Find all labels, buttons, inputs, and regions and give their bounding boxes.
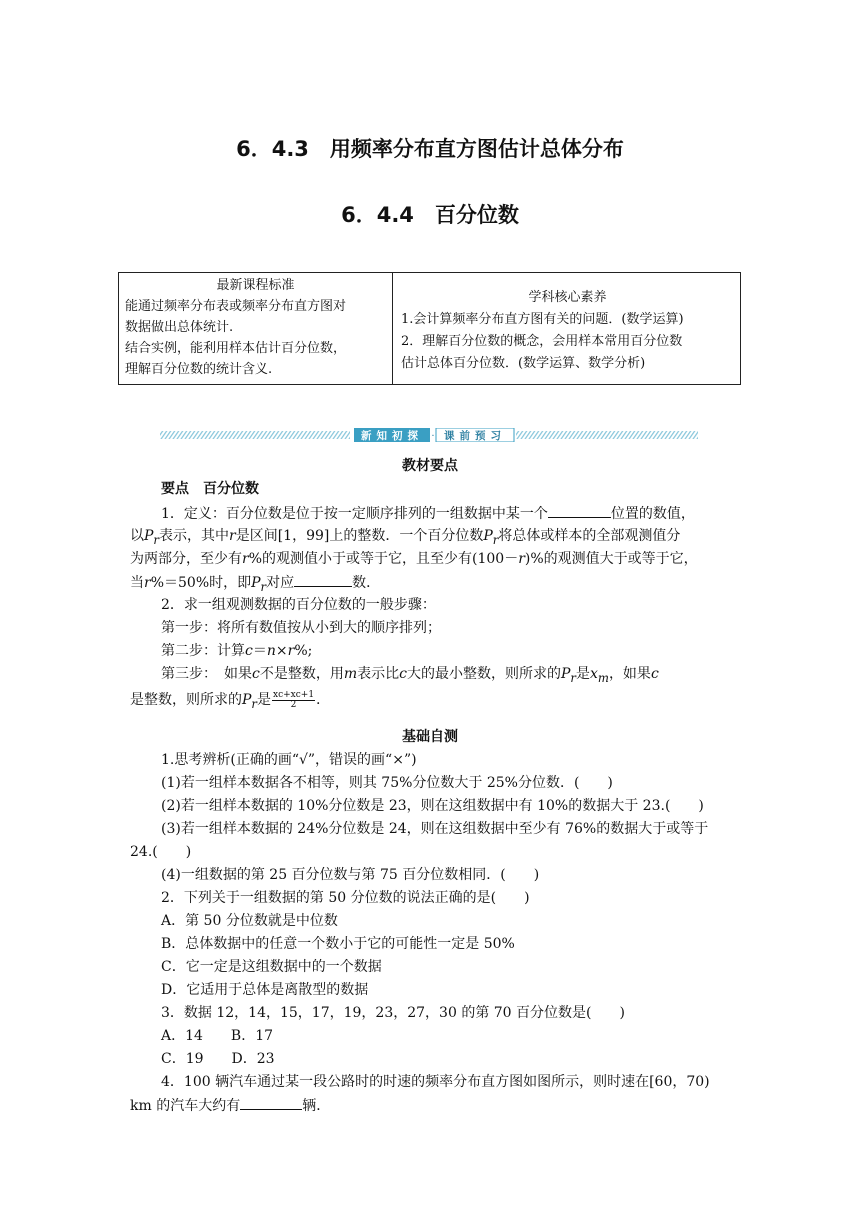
definition-line-1 — [161, 502, 695, 525]
text: %的观测值小于或等于它，且至少有(100－ — [248, 551, 519, 567]
standards-left-line: 结合实例，能利用样本估计百分位数， — [125, 341, 347, 356]
text: . — [316, 692, 321, 708]
text: 是 — [575, 666, 590, 682]
text: 当 — [130, 575, 144, 591]
question-3: 3．数据 12，14，15，17，19，23，27，30 的第 70 百分位数是( ) — [161, 1005, 625, 1021]
banner-stripes — [160, 428, 698, 442]
text: 不是整数，用 — [259, 666, 344, 682]
var: x — [589, 666, 598, 682]
text: 1．定义：百分位数是位于按一定顺序排列的一组数据中某一个 — [161, 506, 548, 522]
var: r — [251, 696, 257, 711]
question-1-item: (1)若一组样本数据各不相等，则其 75%分位数大于 25%分位数．( ) — [161, 775, 613, 791]
question-2: 2．下列关于一组数据的第 50 分位数的说法正确的是( ) — [161, 890, 530, 906]
var: r — [144, 575, 151, 591]
text: 将总体或样本的全部观测值分 — [498, 528, 681, 544]
banner-right-text: 课前预习 — [444, 430, 506, 442]
var: r — [492, 532, 499, 547]
banner-left-text: 新知初探 — [361, 430, 423, 442]
text: 表示，其中 — [159, 528, 229, 544]
question-1-item: (3)若一组样本数据的 24%分位数是 24，则在这组数据中至少有 76%的数据大于或等于 — [161, 821, 709, 837]
var: r — [242, 551, 249, 567]
standards-left-cell — [119, 273, 393, 384]
steps-title: 2．求一组观测数据的百分位数的一般步骤： — [161, 597, 436, 613]
var: c — [245, 643, 253, 659]
step-3 — [161, 663, 659, 689]
text: %＝50%时，即 — [150, 575, 252, 591]
text: 对应 — [266, 575, 295, 591]
text: 大的最小整数，则所求的 — [406, 666, 561, 682]
var: P — [144, 528, 154, 544]
standards-left-heading: 最新课程标准 — [216, 278, 295, 293]
text: 是区间[1，99]上的整数．一个百分位数 — [235, 528, 484, 544]
standards-table — [118, 272, 741, 385]
text: ＝ — [252, 643, 267, 659]
text: %; — [294, 643, 313, 659]
step-2 — [161, 640, 312, 662]
option: B．总体数据中的任意一个数小于它的可能性一定是 50% — [161, 936, 515, 952]
point-label: 要点 百分位数 — [161, 481, 259, 497]
var: P — [251, 575, 261, 591]
standards-right-line: 估计总体百分位数．(数学运算、数学分析) — [401, 356, 646, 371]
text: ，如果 — [608, 666, 651, 682]
standards-right-line: 1.会计算频率分布直方图有关的问题．(数学运算) — [401, 312, 684, 327]
standards-left-line: 能通过频率分布表或频率分布直方图对 — [125, 299, 347, 314]
text: 位置的数值， — [610, 506, 695, 522]
options-row: A．14 B．17 — [161, 1028, 274, 1044]
definition-line-2 — [130, 525, 730, 551]
fraction — [272, 691, 315, 710]
var: P — [483, 528, 493, 544]
text: 是整数，则所求的 — [130, 692, 242, 708]
banner-dot: · — [431, 431, 435, 442]
text: 数． — [352, 575, 381, 591]
var: n — [266, 643, 276, 659]
answer-blank — [548, 502, 611, 518]
standards-right-line: 2．理解百分位数的概念，会用样本常用百分位数 — [401, 334, 683, 349]
text: km 的汽车大约有 — [130, 1098, 241, 1114]
standards-left-line: 数据做出总体统计. — [125, 320, 234, 335]
question-1: 1.思考辨析(正确的画“√”，错误的画“×”) — [161, 752, 417, 768]
text: × — [275, 643, 288, 659]
text: 为两部分，至少有 — [130, 551, 242, 567]
var: m — [343, 666, 358, 682]
var: r — [229, 528, 236, 544]
answer-blank — [294, 571, 352, 587]
question-4-continued — [130, 1094, 730, 1117]
question-1-item: (4)一组数据的第 25 百分位数与第 75 百分位数相同．( ) — [161, 867, 540, 883]
section-heading: 教材要点 — [402, 458, 458, 474]
question-1-item: (2)若一组样本数据的 10%分位数是 23，则在这组数据中有 10%的数据大于 23.( ) — [161, 798, 704, 814]
answer-blank — [240, 1094, 302, 1110]
text: 以 — [130, 528, 144, 544]
var: c — [399, 666, 407, 682]
page-title: 6．4.3 用频率分布直方图估计总体分布 — [236, 137, 624, 161]
var: P — [560, 666, 571, 682]
page-subtitle: 6．4.4 百分位数 — [341, 203, 519, 227]
question-4: 4．100 辆汽车通过某一段公路时的时速的频率分布直方图如图所示，则时速在[60，70) — [161, 1074, 710, 1090]
options-row: C．19 D．23 — [161, 1051, 275, 1067]
var: P — [242, 692, 252, 708]
text: 表示比 — [357, 666, 400, 682]
var: r — [153, 532, 159, 547]
fraction-denominator: 2 — [290, 699, 297, 710]
text: 辆． — [302, 1098, 331, 1114]
var: r — [260, 579, 267, 594]
fraction-numerator: xc+xc+1 — [273, 689, 315, 700]
var: c — [650, 666, 659, 682]
standards-left-line: 理解百分位数的统计含义. — [125, 362, 273, 377]
section-heading: 基础自测 — [402, 729, 458, 745]
question-1-item-continued: 24.( ) — [130, 844, 192, 860]
var: r — [518, 551, 525, 567]
standards-right-heading: 学科核心素养 — [528, 290, 607, 305]
var: m — [597, 670, 609, 685]
step-3-continued — [130, 689, 730, 715]
text: 第三步： 如果 — [161, 666, 252, 682]
var: c — [252, 666, 260, 682]
var: r — [570, 670, 576, 685]
text: 是 — [257, 692, 271, 708]
definition-line-3 — [130, 548, 730, 570]
section-banner — [160, 427, 698, 441]
standards-right-cell — [393, 273, 740, 384]
text: 第二步：计算 — [161, 643, 245, 659]
text: )%的观测值大于或等于它， — [524, 551, 698, 567]
option: C．它一定是这组数据中的一个数据 — [161, 959, 382, 975]
option: D．它适用于总体是离散型的数据 — [161, 982, 369, 998]
var: r — [287, 643, 295, 659]
option: A．第 50 分位数就是中位数 — [161, 913, 338, 929]
step-1: 第一步：将所有数值按从小到大的顺序排列； — [161, 620, 441, 636]
